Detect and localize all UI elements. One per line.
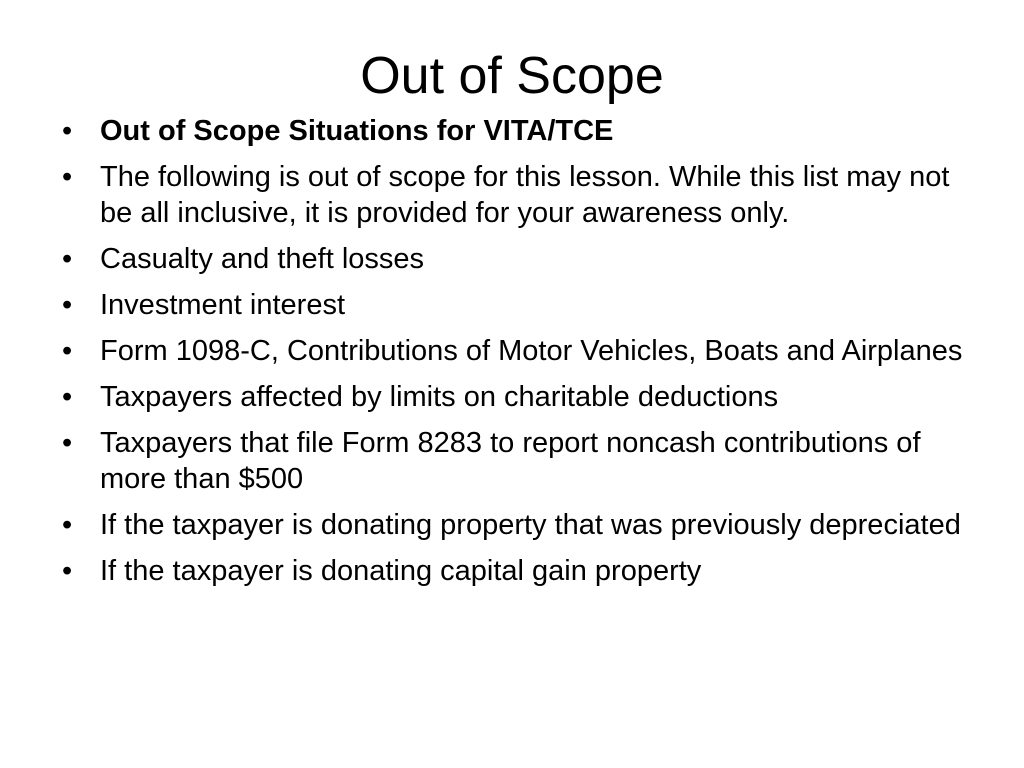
bullet-icon: • bbox=[62, 289, 73, 321]
bullet-icon: • bbox=[62, 555, 73, 587]
bullet-text: Taxpayers affected by limits on charitable deductions bbox=[100, 381, 779, 413]
bullet-icon: • bbox=[62, 115, 73, 147]
bullet-text: Casualty and theft losses bbox=[100, 243, 425, 275]
bullet-item-form-1098c bbox=[62, 333, 982, 369]
bullet-item-depreciated-property bbox=[62, 507, 982, 543]
bullet-text: If the taxpayer is donating property that was previously depreciated bbox=[100, 509, 961, 541]
bullet-item-intro bbox=[62, 159, 982, 231]
bullet-item-situations-heading bbox=[62, 113, 982, 149]
bullet-text: Out of Scope Situations for VITA/TCE bbox=[100, 115, 614, 147]
bullet-text: If the taxpayer is donating capital gain property bbox=[100, 555, 702, 587]
bullet-text: The following is out of scope for this lesson. While this list may not be all inclusive, it is provided for your awareness only. bbox=[100, 161, 950, 229]
bullet-list bbox=[62, 113, 982, 599]
bullet-item-investment-interest bbox=[62, 287, 982, 323]
bullet-text: Investment interest bbox=[100, 289, 345, 321]
bullet-icon: • bbox=[62, 243, 73, 275]
bullet-item-casualty-losses bbox=[62, 241, 982, 277]
bullet-item-form-8283 bbox=[62, 425, 982, 497]
slide-title: Out of Scope bbox=[360, 47, 664, 105]
bullet-icon: • bbox=[62, 161, 73, 193]
bullet-item-charitable-limits bbox=[62, 379, 982, 415]
bullet-icon: • bbox=[62, 509, 73, 541]
bullet-item-capital-gain-property bbox=[62, 553, 982, 589]
bullet-text: Taxpayers that file Form 8283 to report noncash contributions of more than $500 bbox=[100, 427, 921, 495]
bullet-icon: • bbox=[62, 381, 73, 413]
bullet-icon: • bbox=[62, 335, 73, 367]
bullet-icon: • bbox=[62, 427, 73, 459]
bullet-text: Form 1098-C, Contributions of Motor Vehicles, Boats and Airplanes bbox=[100, 335, 963, 367]
